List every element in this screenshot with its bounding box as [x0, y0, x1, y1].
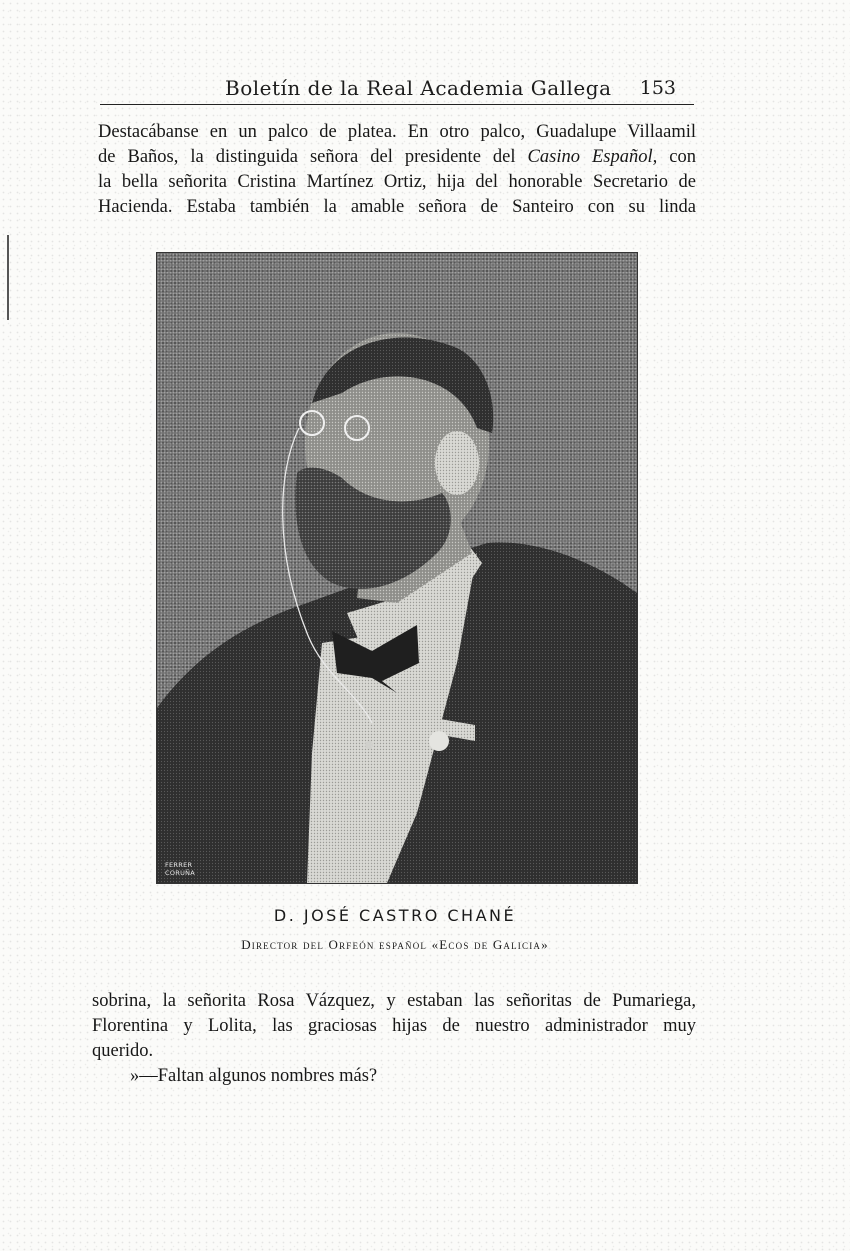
portrait-photograph — [156, 252, 638, 884]
photographer-mark — [165, 861, 195, 877]
paragraph-line: la bella señorita Cristina Martínez Ortiz, hija del honorable Secretario de — [98, 172, 696, 192]
italic-text-casino-espanol: Casino Español, — [527, 147, 658, 167]
photographer-name: FERRER — [165, 861, 193, 869]
paragraph-line: querido. — [92, 1041, 154, 1061]
portrait-drawing — [157, 253, 637, 883]
paragraph-line — [98, 145, 696, 170]
paragraph-line: Florentina y Lolita, las graciosas hijas de nuestro administrador muy — [92, 1016, 696, 1036]
journal-title: Boletín de la Real Academia Gallega — [225, 76, 612, 100]
dialog-line — [130, 1064, 530, 1089]
paragraph-top — [98, 120, 696, 220]
figure-caption-subtitle: Director del Orfeón español «Ecos de Galicia» — [241, 937, 549, 952]
margin-rule — [7, 235, 9, 320]
running-header — [100, 68, 694, 105]
photographer-city: CORUÑA — [165, 869, 196, 877]
text-run: con — [657, 147, 696, 167]
paragraph-line: Destacábanse en un palco de platea. En otro palco, Guadalupe Villaamil — [98, 122, 696, 142]
page-number: 153 — [639, 77, 676, 99]
paragraph-bottom — [92, 989, 696, 1064]
paragraph-line: sobrina, la señorita Rosa Vázquez, y estaban las señoritas de Pumariega, — [92, 991, 696, 1011]
paragraph-line: Hacienda. Estaba también la amable señora de Santeiro con su linda — [98, 197, 696, 217]
figure-caption-title: D. JOSÉ CASTRO CHANÉ — [273, 906, 517, 925]
text-run: de Baños, la distinguida señora del presidente del — [98, 147, 528, 167]
dialog-text: »—Faltan algunos nombres más? — [130, 1066, 378, 1086]
